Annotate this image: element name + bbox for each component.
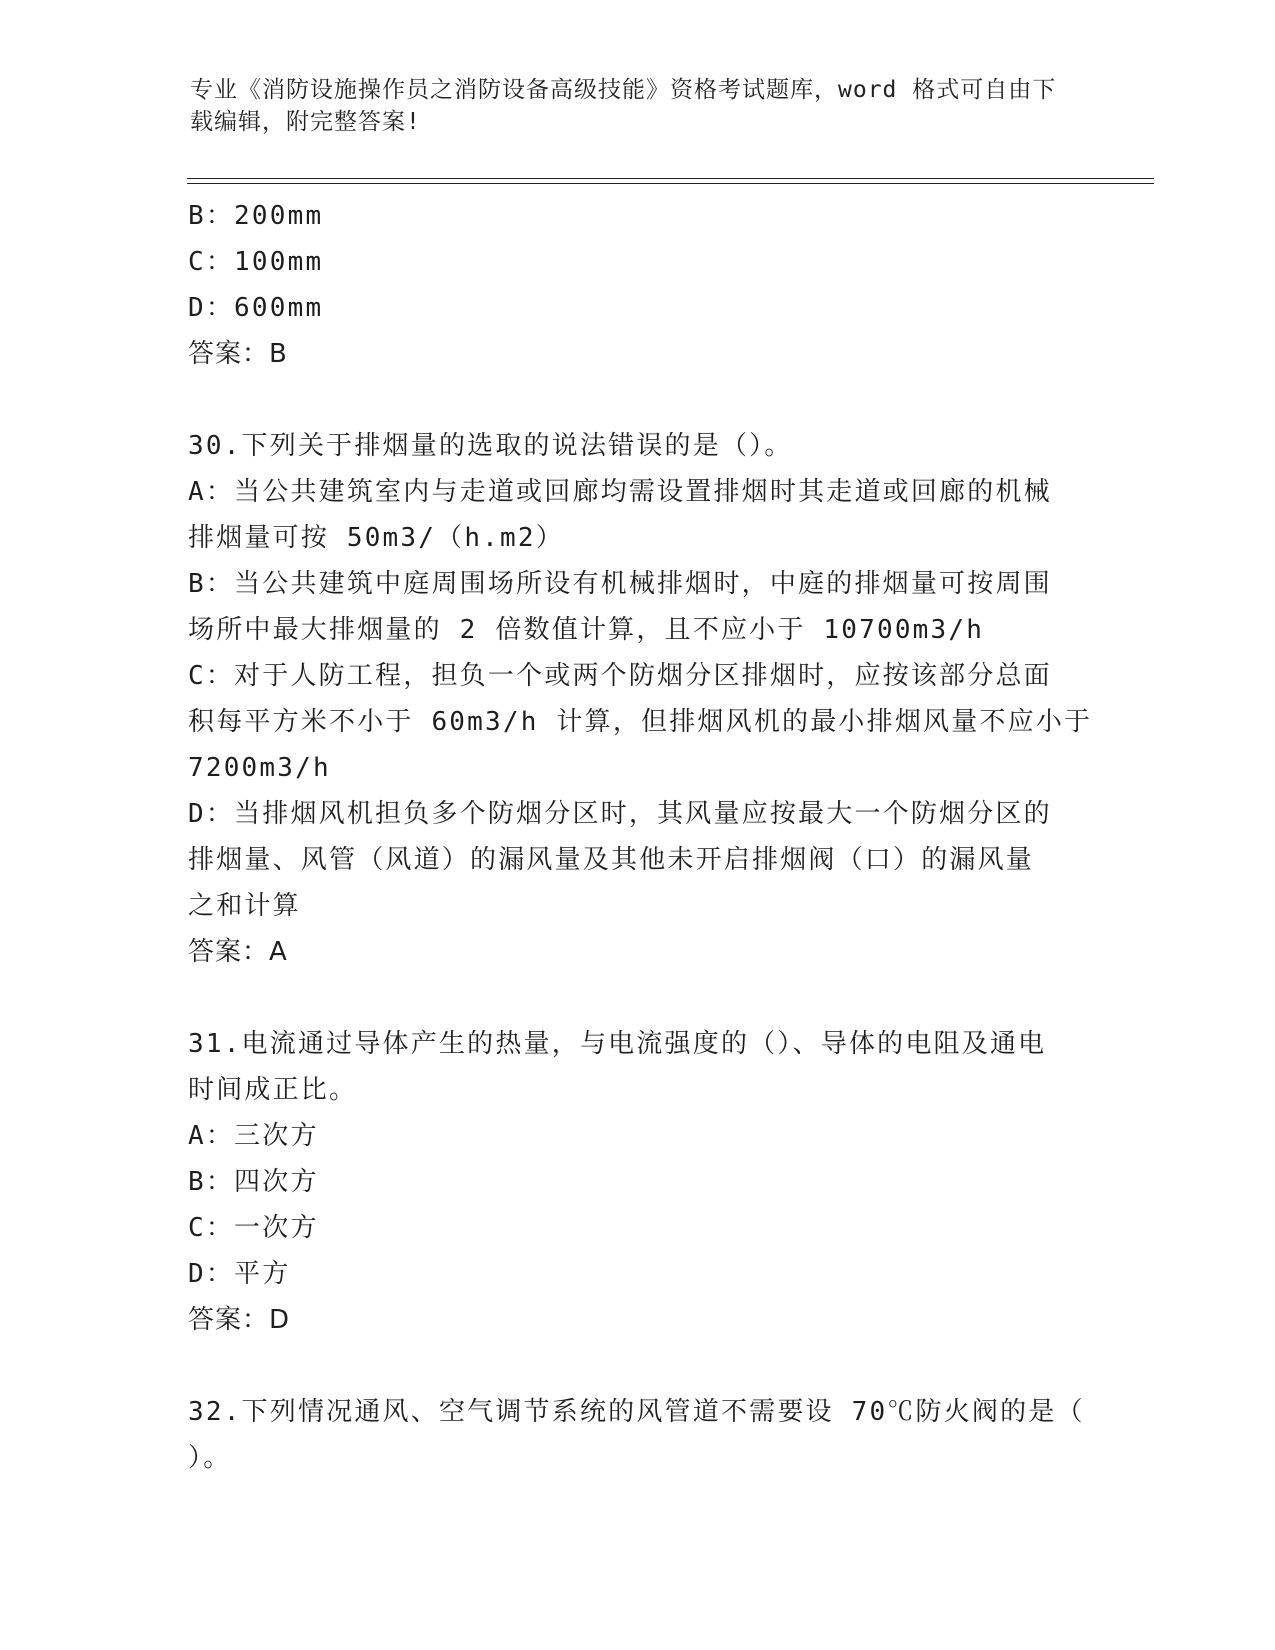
q30-option-b-line-1: B：当公共建筑中庭周围场所设有机械排烟时，中庭的排烟量可按周围 — [188, 569, 1052, 599]
q29-option-c: C：100mm — [188, 247, 324, 277]
q30-answer: 答案：A — [188, 937, 288, 967]
q31-stem-line-2: 时间成正比。 — [188, 1075, 358, 1105]
q31-option-b: B：四次方 — [188, 1167, 319, 1197]
q29-option-b: B：200mm — [188, 201, 324, 231]
question-32 — [188, 1389, 1088, 1481]
q31-option-c: C：一次方 — [188, 1213, 319, 1243]
q31-option-d: D：平方 — [188, 1259, 291, 1289]
question-29-tail — [188, 193, 1088, 377]
q30-option-c-line-1: C：对于人防工程，担负一个或两个防烟分区排烟时，应按该部分总面 — [188, 661, 1052, 691]
spacer — [188, 1343, 1088, 1389]
q30-option-d-line-2: 排烟量、风管（风道）的漏风量及其他未开启排烟阀（口）的漏风量 — [188, 845, 1035, 875]
q30-option-c-line-3: 7200m3/h — [188, 753, 331, 783]
question-31 — [188, 1021, 1088, 1343]
q29-answer: 答案：B — [188, 339, 288, 369]
question-content — [188, 193, 1093, 1481]
spacer — [188, 377, 1088, 423]
q30-option-b-line-2: 场所中最大排烟量的 2 倍数值计算，且不应小于 10700m3/h — [188, 615, 985, 645]
q30-option-a-line-1: A：当公共建筑室内与走道或回廊均需设置排烟时其走道或回廊的机械 — [188, 477, 1052, 507]
header-rule-bottom — [187, 183, 1154, 184]
q30-option-c-line-2: 积每平方米不小于 60m3/h 计算，但排烟风机的最小排烟风量不应小于 — [188, 707, 1093, 737]
q30-stem: 30.下列关于排烟量的选取的说法错误的是（）。 — [188, 431, 793, 461]
q32-stem-line-2: ）。 — [188, 1443, 232, 1473]
q31-stem-line-1: 31.电流通过导体产生的热量，与电流强度的（）、导体的电阻及通电 — [188, 1029, 1047, 1059]
q29-option-d: D：600mm — [188, 293, 324, 323]
document-header — [190, 74, 1090, 138]
q31-answer: 答案：D — [188, 1305, 291, 1335]
q30-option-a-line-2: 排烟量可按 50m3/（h.m2） — [188, 523, 564, 553]
header-line-2: 载编辑，附完整答案! — [190, 109, 421, 135]
header-line-1: 专业《消防设施操作员之消防设备高级技能》资格考试题库，word 格式可自由下 — [190, 77, 1057, 103]
q32-stem-line-1: 32.下列情况通风、空气调节系统的风管道不需要设 70℃防火阀的是（ — [188, 1397, 1085, 1427]
q30-option-d-line-1: D：当排烟风机担负多个防烟分区时，其风量应按最大一个防烟分区的 — [188, 799, 1052, 829]
spacer — [188, 975, 1088, 1021]
q31-option-a: A：三次方 — [188, 1121, 319, 1151]
question-30 — [188, 423, 1093, 975]
header-rule-top — [187, 178, 1154, 179]
q30-option-d-line-3: 之和计算 — [188, 891, 301, 921]
